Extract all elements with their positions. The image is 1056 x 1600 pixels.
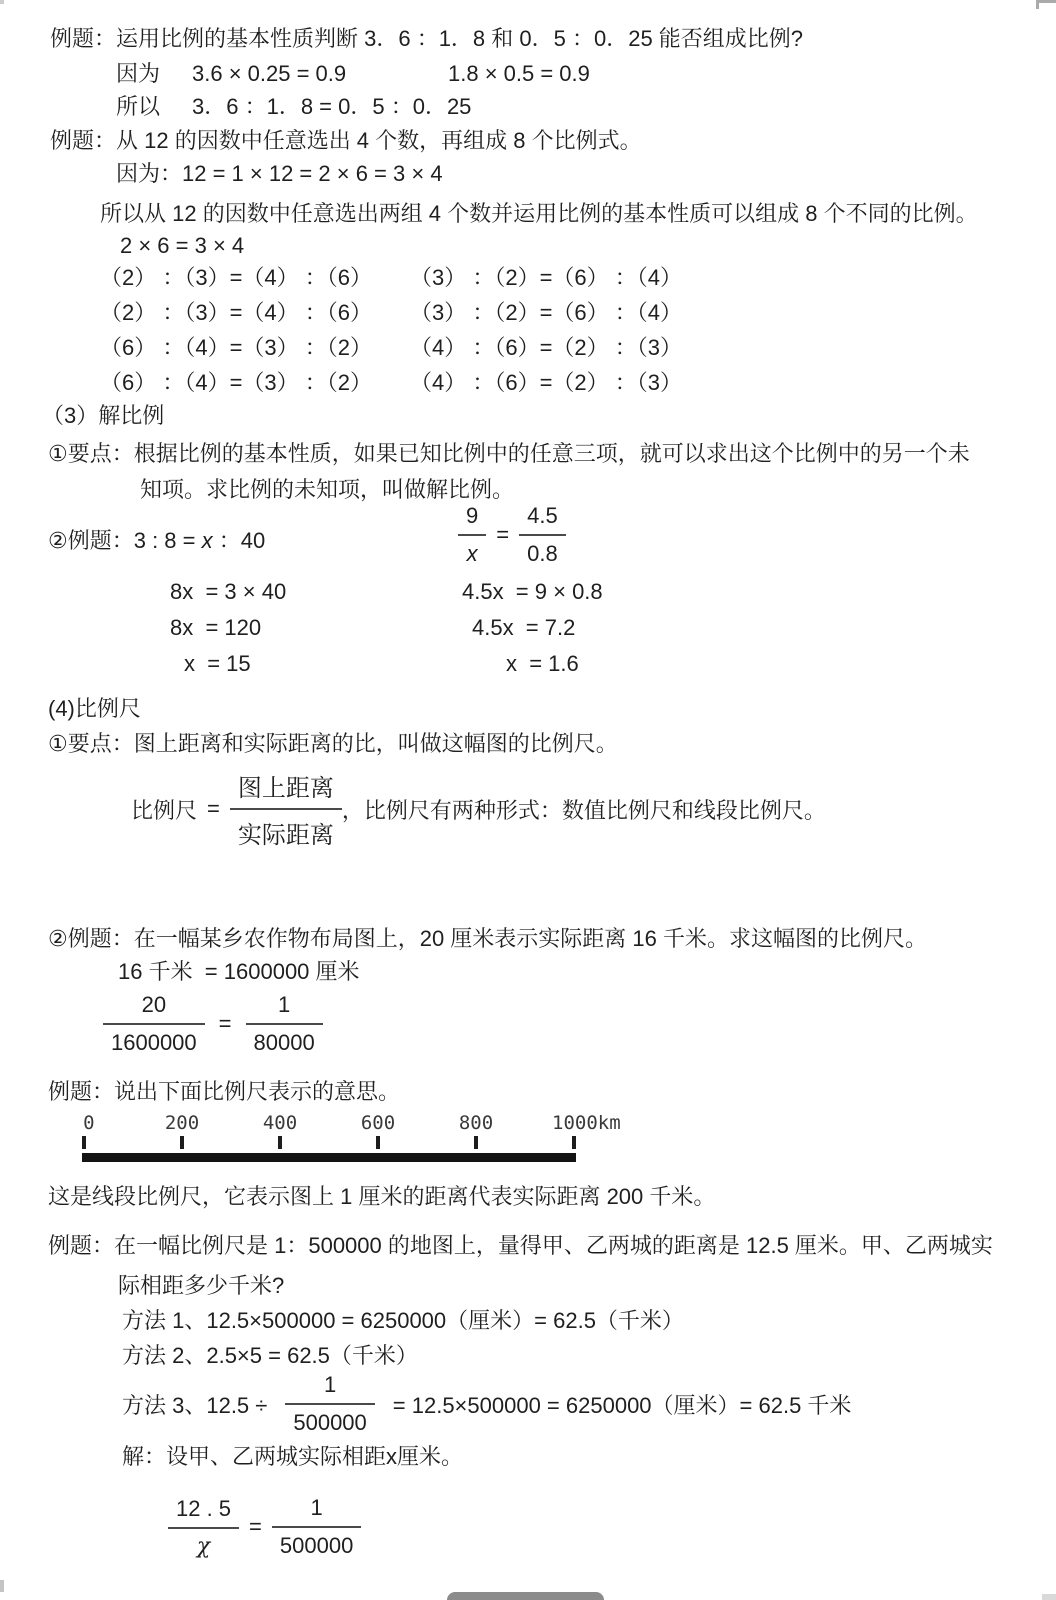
proportion-cell: （6） ：（4）=（3） ：（2） <box>100 335 373 360</box>
fraction-denominator: 80000 <box>253 1030 315 1055</box>
scalebar-base <box>82 1153 576 1162</box>
scale-formula-tail: ，比例尺有两种形式：数值比例尺和线段比例尺。 <box>341 797 826 823</box>
fraction-denominator: 500000 <box>279 1533 354 1558</box>
sec4-example3: 例题：说出下面比例尺表示的意思。 <box>48 1079 401 1104</box>
scale-formula-label: 比例尺 <box>131 797 198 823</box>
scalebar-label: 1000km <box>552 1112 621 1134</box>
fraction-denominator: x <box>466 541 478 566</box>
ex1-title: 例题：运用比例的基本性质判断 3．6 ：1．8 和 0．5 ：0．25 能否组成比例? <box>50 26 804 51</box>
fraction-denominator: 实际距离 <box>237 822 334 849</box>
fraction-numerator: 12 . 5 <box>176 1495 232 1521</box>
linear-scale-note: 这是线段比例尺，它表示图上 1 厘米的距离代表实际距离 200 千米。 <box>48 1184 716 1209</box>
scalebar-tick <box>572 1136 576 1149</box>
ratio-fraction-equation <box>103 992 323 1056</box>
ex2-because: 因为：12 = 1 × 12 = 2 × 6 = 3 × 4 <box>116 161 443 186</box>
solve-step: x = 1.6 <box>506 651 579 676</box>
sec3-example-x: x <box>201 528 213 553</box>
solve-step: 4.5x = 7.2 <box>472 615 576 640</box>
scalebar-label: 600 <box>360 1112 396 1134</box>
fraction-numerator: 图上距离 <box>237 775 334 802</box>
proportion-cell: （4） ：（6）=（2） ：（3） <box>410 335 683 360</box>
method-2: 方法 2、2.5×5 = 62.5（千米） <box>122 1343 418 1368</box>
sec3-point-line2: 知项。求比例的未知项，叫做解比例。 <box>140 477 515 502</box>
fraction <box>458 503 486 567</box>
page-corner-tick <box>1036 0 1039 9</box>
scalebar-label: 200 <box>164 1112 200 1134</box>
ex1-so-label: 所以 <box>116 94 161 119</box>
page-corner-mark-left <box>0 0 4 4</box>
equals-sign: = <box>249 1514 262 1539</box>
sec4-point: ①要点：图上距离和实际距离的比，叫做这幅图的比例尺。 <box>48 731 618 756</box>
page-edge-mark <box>0 1580 4 1592</box>
sec4-example2: ②例题：在一幅某乡农作物布局图上，20 厘米表示实际距离 16 千米。求这幅图的比例尺。 <box>48 926 928 951</box>
ex1-calc-right: 1.8 × 0.5 = 0.9 <box>448 61 590 86</box>
solve-step: x = 15 <box>184 651 251 676</box>
scalebar-tick <box>474 1136 478 1149</box>
fraction-denominator: 0.8 <box>527 541 558 566</box>
proportion-cell: （2） ：（3）=（4） ：（6） <box>100 300 373 325</box>
sec3-fraction-equation <box>458 503 566 567</box>
fraction <box>230 768 342 850</box>
scalebar-tick <box>180 1136 184 1149</box>
scalebar-label: 400 <box>262 1112 298 1134</box>
solve-step: 8x = 3 × 40 <box>170 579 287 604</box>
fraction <box>168 1496 239 1559</box>
sec4-heading: (4)比例尺 <box>48 696 141 721</box>
sec4-example4-line2: 际相距多少千米? <box>118 1273 285 1298</box>
linear-scale-bar <box>83 1112 621 1162</box>
ex1-calc-left: 3.6 × 0.25 = 0.9 <box>192 61 347 86</box>
fraction-numerator: 1 <box>310 1495 323 1520</box>
ex2-product-pair: 2 × 6 = 3 × 4 <box>120 233 245 258</box>
fraction-numerator: 9 <box>466 503 479 528</box>
method-3-suffix: = 12.5×500000 = 6250000（厘米）= 62.5 千米 <box>392 1392 852 1418</box>
sec3-example-suffix: ：40 <box>212 528 266 553</box>
ex2-title: 例题：从 12 的因数中任意选出 4 个数，再组成 8 个比例式。 <box>50 128 642 153</box>
fraction-numerator: 20 <box>141 992 167 1017</box>
equals-sign: = <box>496 522 510 547</box>
proportion-cell: （3） ：（2）=（6） ：（4） <box>410 300 683 325</box>
fraction-denominator: χ <box>196 1533 211 1559</box>
proportion-cell: （2） ：（3）=（4） ：（6） <box>100 265 373 290</box>
equals-sign: = <box>218 1011 232 1036</box>
solution-setup: 解：设甲、乙两城实际相距x厘米。 <box>122 1444 464 1469</box>
fraction-numerator: 4.5 <box>527 503 558 528</box>
fraction <box>103 992 205 1056</box>
scalebar-tick <box>278 1136 282 1149</box>
scalebar-tick <box>376 1136 380 1149</box>
fraction-denominator: 500000 <box>293 1410 367 1435</box>
sec4-example4-line1: 例题：在一幅比例尺是 1：500000 的地图上，量得甲、乙两城的距离是 12.5 厘米。甲、乙两城实 <box>48 1233 993 1258</box>
method-3-prefix: 方法 3、12.5 ÷ <box>122 1392 268 1418</box>
fraction-denominator: 1600000 <box>111 1030 197 1055</box>
sec3-example <box>48 527 265 555</box>
proportion-cell: （3） ：（2）=（6） ：（4） <box>410 265 683 290</box>
ex2-therefore: 所以从 12 的因数中任意选出两组 4 个数并运用比例的基本性质可以组成 8 个不同的比例。 <box>100 201 978 226</box>
ex1-conclusion: 3．6 ：1．8 = 0．5 ：0．25 <box>192 94 472 119</box>
scalebar-label: 800 <box>458 1112 494 1134</box>
ex1-because-label: 因为 <box>116 61 161 86</box>
sec3-point-line1: ①要点：根据比例的基本性质，如果已知比例中的任意三项，就可以求出这个比例中的另一个未 <box>48 441 970 466</box>
fraction <box>272 1495 361 1559</box>
fraction <box>246 992 323 1056</box>
proportion-cell: （6） ：（4）=（3） ：（2） <box>100 370 373 395</box>
page-corner-line <box>1036 0 1056 3</box>
bottom-right-mark <box>1042 1594 1056 1600</box>
solve-step: 4.5x = 9 × 0.8 <box>462 579 603 604</box>
fraction <box>519 503 566 567</box>
scale-formula <box>131 768 826 850</box>
method-3 <box>122 1372 851 1436</box>
scalebar-label: 0 <box>83 1112 95 1134</box>
unit-conversion: 16 千米 = 1600000 厘米 <box>118 959 360 984</box>
final-fraction-equation <box>168 1495 361 1559</box>
proportion-cell: （4） ：（6）=（2） ：（3） <box>410 370 683 395</box>
solve-step: 8x = 120 <box>170 615 262 640</box>
fraction-numerator: 1 <box>277 992 291 1017</box>
equals-sign: = <box>207 796 220 821</box>
fraction-numerator: 1 <box>323 1372 337 1397</box>
scroll-pill[interactable] <box>447 1592 604 1600</box>
sec3-example-prefix: ②例题：3 : 8 = <box>48 528 202 553</box>
fraction <box>285 1372 374 1436</box>
sec3-heading: （3）解比例 <box>42 403 165 428</box>
method-1: 方法 1、12.5×500000 = 6250000（厘米）= 62.5（千米） <box>122 1308 684 1333</box>
scalebar-tick <box>82 1136 86 1149</box>
